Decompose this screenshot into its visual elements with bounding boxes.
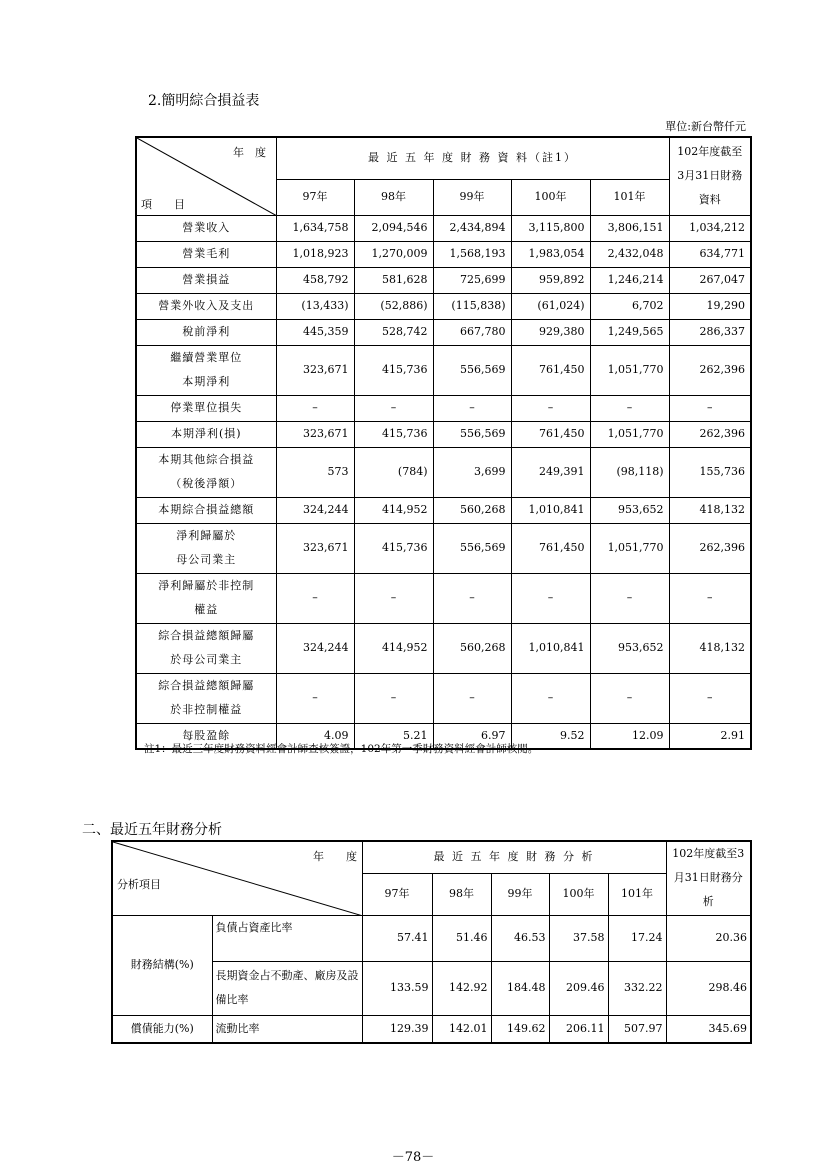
table-cell: (784)	[354, 447, 433, 497]
income-statement-body	[136, 215, 751, 749]
table-cell: 1,568,193	[433, 241, 511, 267]
row-label: 本期其他綜合損益 （稅後淨額）	[136, 447, 276, 497]
table-cell: –	[354, 395, 433, 421]
table-cell: –	[433, 673, 511, 723]
table-row	[136, 523, 751, 573]
table-cell: 249,391	[511, 447, 590, 497]
financial-analysis-table	[111, 840, 752, 1044]
table-cell: 3,115,800	[511, 215, 590, 241]
table-cell: 414,952	[354, 497, 433, 523]
table-cell: 46.53	[491, 915, 549, 961]
table-cell: 1,249,565	[590, 319, 669, 345]
fa-year-100: 100年	[549, 873, 608, 915]
table-cell: –	[433, 573, 511, 623]
table-cell: 415,736	[354, 421, 433, 447]
table-cell: –	[354, 673, 433, 723]
table-cell: 5.21	[354, 723, 433, 749]
table-row	[136, 319, 751, 345]
group-label: 財務結構(%)	[112, 915, 212, 1015]
table-cell: 1,246,214	[590, 267, 669, 293]
table-cell: –	[511, 395, 590, 421]
table-cell: 20.36	[666, 915, 751, 961]
table-cell: 2,094,546	[354, 215, 433, 241]
section2-title: 二、最近五年財務分析	[82, 822, 222, 838]
table-cell: 1,010,841	[511, 623, 590, 673]
table-cell: 37.58	[549, 915, 608, 961]
table-cell: 445,359	[276, 319, 354, 345]
table-row	[136, 293, 751, 319]
table-row	[136, 395, 751, 421]
table-cell: (61,024)	[511, 293, 590, 319]
row-label: 繼續營業單位 本期淨利	[136, 345, 276, 395]
table-cell: –	[669, 573, 751, 623]
table-cell: (13,433)	[276, 293, 354, 319]
fa-header-year-label: 年 度	[313, 850, 357, 863]
row-label: 營業外收入及支出	[136, 293, 276, 319]
table-cell: 953,652	[590, 623, 669, 673]
table-cell: –	[669, 395, 751, 421]
row-label: 停業單位損失	[136, 395, 276, 421]
header-last-col: 102年度截至3月31日財務資料	[669, 137, 751, 215]
row-label: 淨利歸屬於非控制 權益	[136, 573, 276, 623]
table-row	[136, 497, 751, 523]
table-cell: –	[590, 673, 669, 723]
group-label: 償債能力(%)	[112, 1015, 212, 1043]
table-cell: 129.39	[362, 1015, 432, 1043]
row-label: 營業毛利	[136, 241, 276, 267]
table-row	[136, 241, 751, 267]
table-cell: 581,628	[354, 267, 433, 293]
table-cell: 142.92	[432, 961, 491, 1015]
table-cell: 149.62	[491, 1015, 549, 1043]
table-cell: 298.46	[666, 961, 751, 1015]
table-cell: 19,290	[669, 293, 751, 319]
row-label: 本期綜合損益總額	[136, 497, 276, 523]
table-cell: 418,132	[669, 623, 751, 673]
fa-header-item-label: 分析項目	[117, 878, 161, 891]
table-cell: 415,736	[354, 345, 433, 395]
table-row	[112, 915, 751, 961]
table-cell: –	[590, 395, 669, 421]
table-cell: –	[433, 395, 511, 421]
income-statement-table	[135, 136, 752, 750]
table-cell: 9.52	[511, 723, 590, 749]
table-cell: –	[511, 573, 590, 623]
table-cell: –	[276, 673, 354, 723]
table-cell: 324,244	[276, 623, 354, 673]
table-cell: 634,771	[669, 241, 751, 267]
fa-year-97: 97年	[362, 873, 432, 915]
fa-header-last-col: 102年度截至3月31日財務分析	[666, 841, 751, 915]
table-cell: 560,268	[433, 497, 511, 523]
table-cell: 953,652	[590, 497, 669, 523]
table-cell: 155,736	[669, 447, 751, 497]
item-label: 長期資金占不動產、廠房及設備比率	[212, 961, 362, 1015]
header-diagonal-cell	[136, 137, 276, 215]
table-row	[136, 345, 751, 395]
table-cell: 286,337	[669, 319, 751, 345]
table-cell: 57.41	[362, 915, 432, 961]
table-cell: 560,268	[433, 623, 511, 673]
table-cell: 929,380	[511, 319, 590, 345]
page-number: －78－	[391, 1150, 435, 1165]
table-cell: 667,780	[433, 319, 511, 345]
table-cell: 1,634,758	[276, 215, 354, 241]
year-98: 98年	[354, 179, 433, 215]
year-97: 97年	[276, 179, 354, 215]
table-cell: 415,736	[354, 523, 433, 573]
table-cell: –	[276, 573, 354, 623]
table-cell: 725,699	[433, 267, 511, 293]
table-cell: 345.69	[666, 1015, 751, 1043]
table-cell: 184.48	[491, 961, 549, 1015]
table-cell: 262,396	[669, 345, 751, 395]
item-label: 流動比率	[212, 1015, 362, 1043]
table-cell: 959,892	[511, 267, 590, 293]
table-cell: 4.09	[276, 723, 354, 749]
item-label: 負債占資產比率	[212, 915, 362, 961]
table-cell: 51.46	[432, 915, 491, 961]
table-cell: 6.97	[433, 723, 511, 749]
table-row	[136, 267, 751, 293]
table-cell: 1,034,212	[669, 215, 751, 241]
row-label: 營業收入	[136, 215, 276, 241]
table-cell: 6,702	[590, 293, 669, 319]
table-cell: 3,699	[433, 447, 511, 497]
unit-label: 單位:新台幣仟元	[665, 120, 746, 133]
table-row	[136, 623, 751, 673]
table-cell: –	[511, 673, 590, 723]
table-cell: 323,671	[276, 345, 354, 395]
table-cell: 2,434,894	[433, 215, 511, 241]
table-cell: 323,671	[276, 523, 354, 573]
table-cell: 556,569	[433, 421, 511, 447]
table-cell: 1,051,770	[590, 421, 669, 447]
fa-year-99: 99年	[491, 873, 549, 915]
table-cell: 133.59	[362, 961, 432, 1015]
table-cell: 206.11	[549, 1015, 608, 1043]
table-cell: (115,838)	[433, 293, 511, 319]
row-label: 稅前淨利	[136, 319, 276, 345]
table-cell: 267,047	[669, 267, 751, 293]
table-cell: –	[276, 395, 354, 421]
table-cell: 1,018,923	[276, 241, 354, 267]
table-cell: –	[669, 673, 751, 723]
table-cell: 556,569	[433, 345, 511, 395]
row-label: 綜合損益總額歸屬 於非控制權益	[136, 673, 276, 723]
table-cell: 507.97	[608, 1015, 666, 1043]
table-cell: 324,244	[276, 497, 354, 523]
row-label: 淨利歸屬於 母公司業主	[136, 523, 276, 573]
table-cell: 761,450	[511, 523, 590, 573]
table-row	[136, 673, 751, 723]
header-item-label: 項 目	[141, 198, 185, 211]
row-label: 每股盈餘	[136, 723, 276, 749]
year-101: 101年	[590, 179, 669, 215]
table-cell: (52,886)	[354, 293, 433, 319]
table-cell: 1,051,770	[590, 345, 669, 395]
table-cell: 418,132	[669, 497, 751, 523]
year-100: 100年	[511, 179, 590, 215]
table-cell: (98,118)	[590, 447, 669, 497]
row-label: 營業損益	[136, 267, 276, 293]
fa-year-98: 98年	[432, 873, 491, 915]
year-99: 99年	[433, 179, 511, 215]
table-row	[136, 447, 751, 497]
footnote: 註1：最近三年度財務資料經會計師查核簽證，102年第一季財務資料經會計師核閱。	[144, 743, 539, 755]
header-year-label: 年 度	[233, 146, 266, 159]
financial-analysis-body	[112, 915, 751, 1043]
table-cell: 414,952	[354, 623, 433, 673]
table-cell: 209.46	[549, 961, 608, 1015]
fa-year-101: 101年	[608, 873, 666, 915]
row-label: 綜合損益總額歸屬 於母公司業主	[136, 623, 276, 673]
table-row	[136, 421, 751, 447]
table-cell: 262,396	[669, 421, 751, 447]
table-cell: 1,010,841	[511, 497, 590, 523]
table-cell: 761,450	[511, 345, 590, 395]
table-cell: 1,983,054	[511, 241, 590, 267]
table-cell: –	[590, 573, 669, 623]
table-cell: 1,051,770	[590, 523, 669, 573]
table-cell: 761,450	[511, 421, 590, 447]
table-cell: 528,742	[354, 319, 433, 345]
table-cell: 323,671	[276, 421, 354, 447]
table-cell: 12.09	[590, 723, 669, 749]
row-label: 本期淨利(損)	[136, 421, 276, 447]
table-cell: 2,432,048	[590, 241, 669, 267]
table-cell: 332.22	[608, 961, 666, 1015]
table-row	[136, 573, 751, 623]
table-row	[136, 215, 751, 241]
fa-header-diagonal-cell	[112, 841, 362, 915]
table-cell: 556,569	[433, 523, 511, 573]
table-cell: 573	[276, 447, 354, 497]
section1-title: 2.簡明綜合損益表	[148, 93, 260, 109]
table-cell: 142.01	[432, 1015, 491, 1043]
table-cell: 17.24	[608, 915, 666, 961]
table-cell: 2.91	[669, 723, 751, 749]
table-cell: 1,270,009	[354, 241, 433, 267]
table-cell: –	[354, 573, 433, 623]
table-row	[112, 1015, 751, 1043]
table-cell: 262,396	[669, 523, 751, 573]
header-group-label: 最 近 五 年 度 財 務 資 料（註1）	[276, 137, 669, 179]
table-cell: 3,806,151	[590, 215, 669, 241]
table-cell: 458,792	[276, 267, 354, 293]
fa-header-group-label: 最 近 五 年 度 財 務 分 析	[362, 841, 666, 873]
